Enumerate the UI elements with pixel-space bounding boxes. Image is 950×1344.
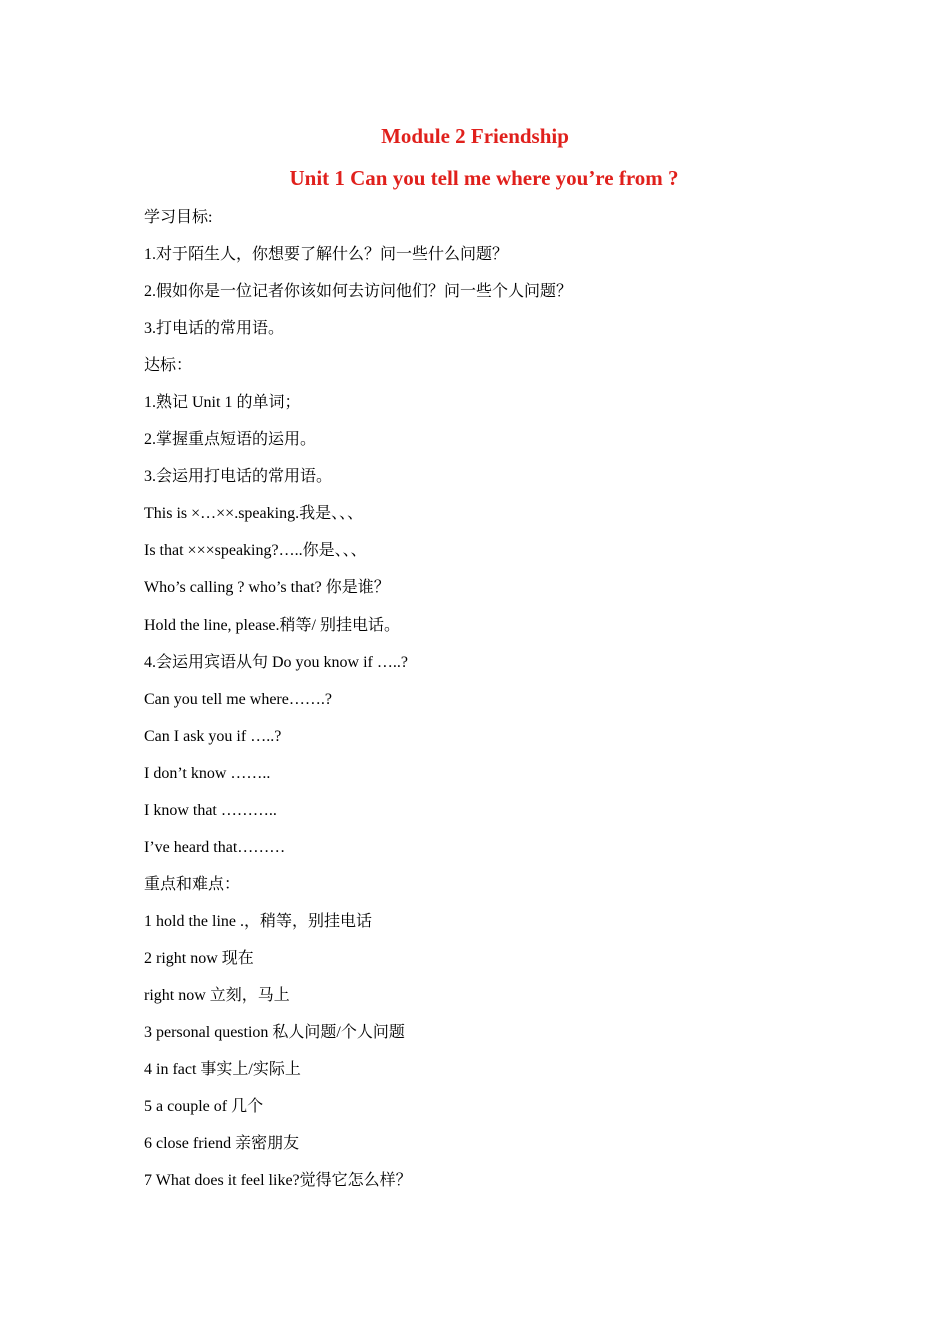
objective-item: 2.假如你是一位记者你该如何去访问他们？问一些个人问题？ bbox=[144, 283, 573, 301]
section-heading-targets: 达标： bbox=[144, 357, 193, 375]
section-heading-objectives: 学习目标: bbox=[144, 209, 213, 226]
phrase-line: Can I ask you if …..? bbox=[144, 727, 282, 745]
phrase-line: Who’s calling ? who’s that? 你是谁？ bbox=[144, 579, 390, 597]
phrase-line: Is that ×××speaking?…..你是、、、 bbox=[144, 542, 367, 560]
module-title: Module 2 Friendship bbox=[381, 124, 569, 148]
key-point-item: 2 right now 现在 bbox=[144, 949, 254, 967]
target-item: 1.熟记 Unit 1 的单词； bbox=[144, 394, 301, 412]
phrase-line: I know that ……….. bbox=[144, 801, 277, 819]
objective-item: 1.对于陌生人，你想要了解什么？问一些什么问题？ bbox=[144, 246, 509, 264]
section-heading-key-points: 重点和难点： bbox=[144, 875, 241, 893]
target-item: 3.会运用打电话的常用语。 bbox=[144, 468, 333, 486]
phrase-line: Hold the line, please.稍等/ 别挂电话。 bbox=[144, 616, 400, 634]
key-point-item: 3 personal question 私人问题/个人问题 bbox=[144, 1024, 405, 1042]
key-point-item: 6 close friend 亲密朋友 bbox=[144, 1135, 300, 1153]
unit-title: Unit 1 Can you tell me where you’re from ? bbox=[289, 166, 679, 190]
key-point-item: 7 What does it feel like?觉得它怎么样？ bbox=[144, 1172, 412, 1190]
key-point-item: 4 in fact 事实上/实际上 bbox=[144, 1061, 301, 1079]
key-point-item: 1 hold the line .，稍等，别挂电话 bbox=[144, 912, 372, 930]
target-item: 4.会运用宾语从句 Do you know if …..? bbox=[144, 653, 408, 671]
phrase-line: Can you tell me where…….? bbox=[144, 690, 332, 708]
phrase-line: I’ve heard that……… bbox=[144, 838, 286, 856]
key-point-item: right now 立刻，马上 bbox=[144, 986, 290, 1004]
phrase-line: This is ×…××.speaking.我是、、、 bbox=[144, 505, 364, 523]
objective-item: 3.打电话的常用语。 bbox=[144, 320, 285, 338]
phrase-line: I don’t know …….. bbox=[144, 764, 271, 782]
target-item: 2.掌握重点短语的运用。 bbox=[144, 431, 317, 449]
content-lines bbox=[144, 205, 864, 1205]
key-point-item: 5 a couple of 几个 bbox=[144, 1098, 264, 1116]
